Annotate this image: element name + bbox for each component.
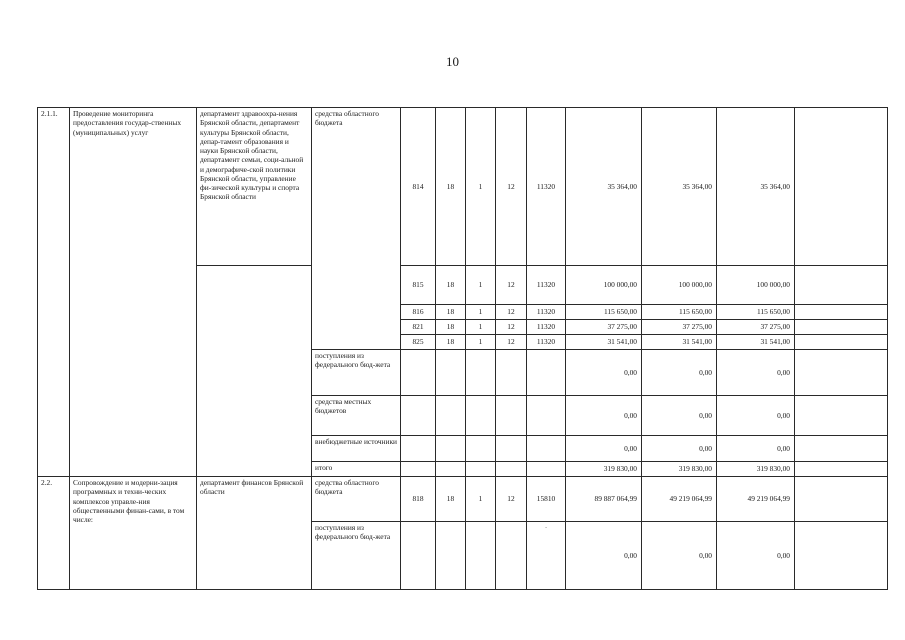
csr-cell (527, 462, 566, 477)
year3-amount-cell: 0,00 (717, 350, 795, 396)
pr-cell (466, 436, 496, 462)
year1-amount-cell: 0,00 (566, 522, 642, 590)
ks-cell (496, 462, 527, 477)
year2-amount-cell: 0,00 (642, 522, 717, 590)
rz-cell (436, 436, 466, 462)
grbs-cell: 816 (401, 305, 436, 320)
grbs-cell (401, 350, 436, 396)
pr-cell: 1 (466, 320, 496, 335)
executors-cell: департамент финансов Брянской области (197, 477, 312, 590)
rz-cell: 18 (436, 266, 466, 305)
ks-cell: 12 (496, 477, 527, 522)
scan-dot-mark: · (544, 524, 548, 532)
page-number: 10 (446, 54, 459, 69)
total-label-cell: итого (312, 462, 401, 477)
year2-amount-cell: 37 275,00 (642, 320, 717, 335)
empty-cell (795, 477, 888, 522)
year2-amount-cell: 115 650,00 (642, 305, 717, 320)
ks-cell (496, 350, 527, 396)
ks-cell (496, 522, 527, 590)
total-year1-cell: 319 830,00 (566, 462, 642, 477)
csr-cell: 11320 (527, 305, 566, 320)
total-year3-cell: 319 830,00 (717, 462, 795, 477)
year3-amount-cell: 0,00 (717, 436, 795, 462)
rz-cell: 18 (436, 335, 466, 350)
year2-amount-cell: 0,00 (642, 396, 717, 436)
rz-cell: 18 (436, 108, 466, 266)
ks-cell: 12 (496, 108, 527, 266)
grbs-cell (401, 462, 436, 477)
ks-cell (496, 396, 527, 436)
year2-amount-cell: 49 219 064,99 (642, 477, 717, 522)
year1-amount-cell: 89 887 064,99 (566, 477, 642, 522)
pr-cell: 1 (466, 477, 496, 522)
year3-amount-cell: 100 000,00 (717, 266, 795, 305)
pr-cell (466, 350, 496, 396)
year3-amount-cell: 35 364,00 (717, 108, 795, 266)
rz-cell (436, 350, 466, 396)
csr-cell (527, 350, 566, 396)
pr-cell: 1 (466, 335, 496, 350)
year3-amount-cell: 115 650,00 (717, 305, 795, 320)
empty-cell (795, 436, 888, 462)
csr-cell (527, 396, 566, 436)
rz-cell (436, 522, 466, 590)
grbs-cell (401, 522, 436, 590)
ks-cell (496, 436, 527, 462)
csr-cell: 11320 (527, 108, 566, 266)
year2-amount-cell: 0,00 (642, 436, 717, 462)
pr-cell (466, 396, 496, 436)
funding-source-cell: поступления из федерального бюд-жета (312, 522, 401, 590)
ks-cell: 12 (496, 305, 527, 320)
grbs-cell: 818 (401, 477, 436, 522)
year3-amount-cell: 31 541,00 (717, 335, 795, 350)
total-year2-cell: 319 830,00 (642, 462, 717, 477)
grbs-cell: 814 (401, 108, 436, 266)
empty-cell (795, 522, 888, 590)
grbs-cell (401, 396, 436, 436)
empty-cell (795, 462, 888, 477)
year1-amount-cell: 0,00 (566, 436, 642, 462)
empty-cell (795, 320, 888, 335)
year1-amount-cell: 100 000,00 (566, 266, 642, 305)
empty-cell (795, 266, 888, 305)
year2-amount-cell: 35 364,00 (642, 108, 717, 266)
funding-source-cell: внебюджетные источники (312, 436, 401, 462)
pr-cell (466, 462, 496, 477)
measure-name-cell: Сопровождение и модерни-зация программных и техни-ческих комплексов управле-ния общественными финан-сами, в том числе: (70, 477, 197, 590)
rz-cell: 18 (436, 477, 466, 522)
csr-cell: 11320 (527, 266, 566, 305)
year1-amount-cell: 0,00 (566, 350, 642, 396)
year2-amount-cell: 31 541,00 (642, 335, 717, 350)
empty-cell (795, 335, 888, 350)
empty-cell (795, 305, 888, 320)
empty-cell (795, 108, 888, 266)
csr-cell (527, 522, 566, 590)
funding-source-cell: средства областного бюджета (312, 477, 401, 522)
executors-empty-cell (197, 266, 312, 477)
year1-amount-cell: 35 364,00 (566, 108, 642, 266)
grbs-cell: 825 (401, 335, 436, 350)
empty-cell (795, 350, 888, 396)
csr-cell: 11320 (527, 320, 566, 335)
table-row (38, 108, 888, 266)
year1-amount-cell: 0,00 (566, 396, 642, 436)
table-row (38, 477, 888, 522)
executors-cell: департамент здравоохра-нения Брянской области, департамент культуры Брянской области, депар-тамент образования и науки Брянской области, департамент семьи, соци-альной и демографиче-ской политики Брянской области, управление фи-зической культуры и спорта Брянской области (197, 108, 312, 266)
pr-cell: 1 (466, 108, 496, 266)
empty-cell (795, 396, 888, 436)
measure-name-cell: Проведение мониторинга предоставления государ-ственных (муниципальных) услуг (70, 108, 197, 477)
rz-cell (436, 462, 466, 477)
csr-cell (527, 436, 566, 462)
year3-amount-cell: 0,00 (717, 522, 795, 590)
ks-cell: 12 (496, 266, 527, 305)
year2-amount-cell: 0,00 (642, 350, 717, 396)
rz-cell: 18 (436, 320, 466, 335)
funding-source-cell: средства областного бюджета (312, 108, 401, 350)
pr-cell (466, 522, 496, 590)
row-number-cell: 2.2. (38, 477, 70, 590)
ks-cell: 12 (496, 320, 527, 335)
grbs-cell: 815 (401, 266, 436, 305)
year3-amount-cell: 37 275,00 (717, 320, 795, 335)
funding-source-cell: поступления из федерального бюд-жета (312, 350, 401, 396)
pr-cell: 1 (466, 305, 496, 320)
rz-cell: 18 (436, 305, 466, 320)
rz-cell (436, 396, 466, 436)
ks-cell: 12 (496, 335, 527, 350)
year3-amount-cell: 49 219 064,99 (717, 477, 795, 522)
csr-cell: 15810 (527, 477, 566, 522)
year3-amount-cell: 0,00 (717, 396, 795, 436)
year2-amount-cell: 100 000,00 (642, 266, 717, 305)
funding-source-cell: средства местных бюджетов (312, 396, 401, 436)
year1-amount-cell: 37 275,00 (566, 320, 642, 335)
budget-table (37, 107, 888, 590)
year1-amount-cell: 115 650,00 (566, 305, 642, 320)
pr-cell: 1 (466, 266, 496, 305)
year1-amount-cell: 31 541,00 (566, 335, 642, 350)
row-number-cell: 2.1.1. (38, 108, 70, 477)
grbs-cell (401, 436, 436, 462)
csr-cell: 11320 (527, 335, 566, 350)
grbs-cell: 821 (401, 320, 436, 335)
